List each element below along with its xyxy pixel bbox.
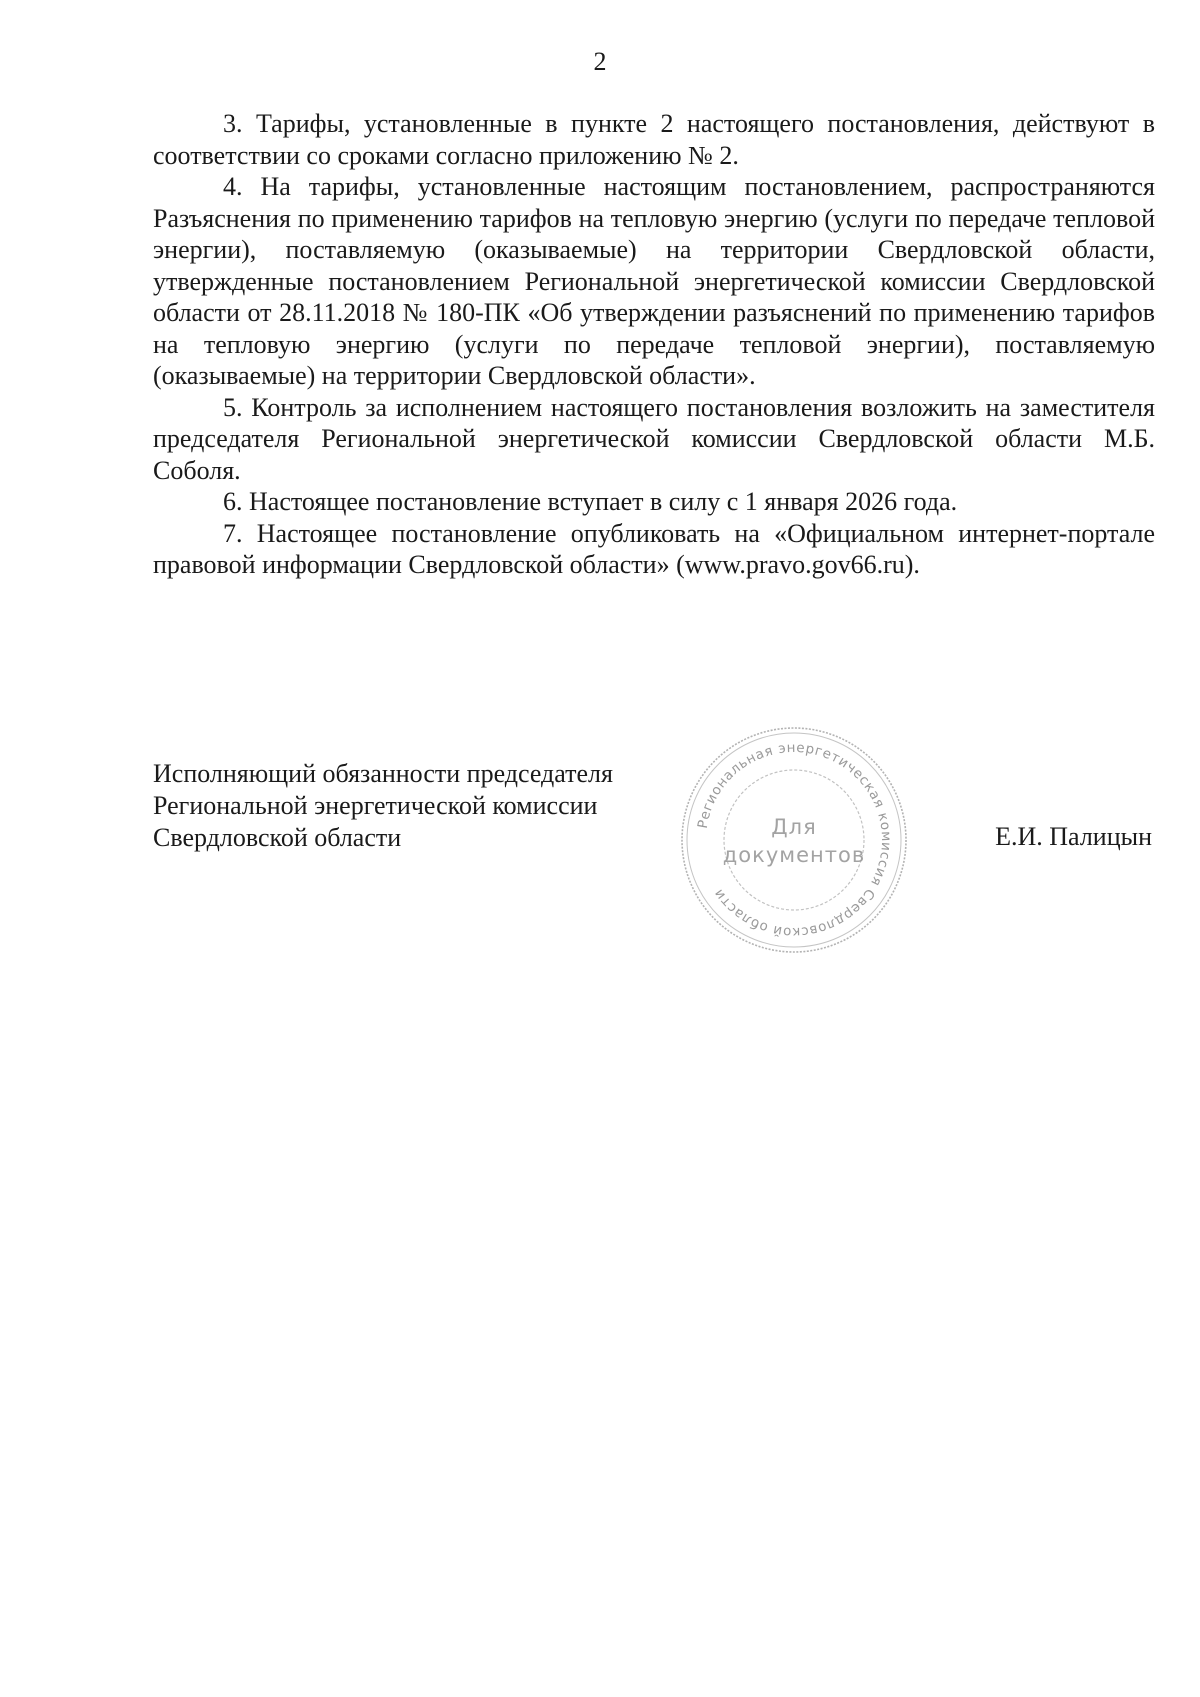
stamp-center-line-1: Для [771, 815, 817, 839]
signer-position-line: Свердловской области [153, 823, 402, 852]
paragraph-6: 6. Настоящее постановление вступает в силу с 1 января 2026 года. [223, 487, 958, 516]
official-stamp [676, 722, 912, 958]
paragraph-7: 7. Настоящее постановление опубликовать на «Официальном интернет-портале правовой информации Свердловской области» (www.pravo.gov66.ru). [153, 518, 1155, 579]
paragraph-3: 3. Тарифы, установленные в пункте 2 настоящего постановления, действуют в соответствии со сроками согласно приложению № 2. [153, 109, 1155, 170]
signer-position-line: Региональной энергетической комиссии [153, 791, 598, 820]
signature-block [153, 758, 613, 854]
stamp-seal-icon [676, 722, 912, 958]
page-number: 2 [593, 47, 607, 76]
document-body [153, 108, 1155, 581]
signer-name: Е.И. Палицын [995, 822, 1152, 851]
stamp-ring-text: Региональная энергетическая комиссия Свердловской области [694, 739, 895, 941]
signer-position-line: Исполняющий обязанности председателя [153, 759, 613, 788]
paragraph-5: 5. Контроль за исполнением настоящего постановления возложить на заместителя председателя Региональной энергетической комиссии Свердловской области М.Б. Соболя. [153, 392, 1155, 485]
paragraph-4: 4. На тарифы, установленные настоящим постановлением, распространяются Разъяснения по применению тарифов на тепловую энергию (услуги по передаче тепловой энергии), поставляемую (оказываемые) на территории Свердловской области, утвержденные постановлением Региональной энергетической комиссии Свердловской области от 28.11.2018 № 180-ПК «Об утверждении разъяснений по применению тарифов на тепловую энергию (услуги по передаче тепловой энергии), поставляемую (оказываемые) на территории Свердловской области». [153, 172, 1155, 390]
stamp-center-line-2: документов [722, 843, 866, 867]
